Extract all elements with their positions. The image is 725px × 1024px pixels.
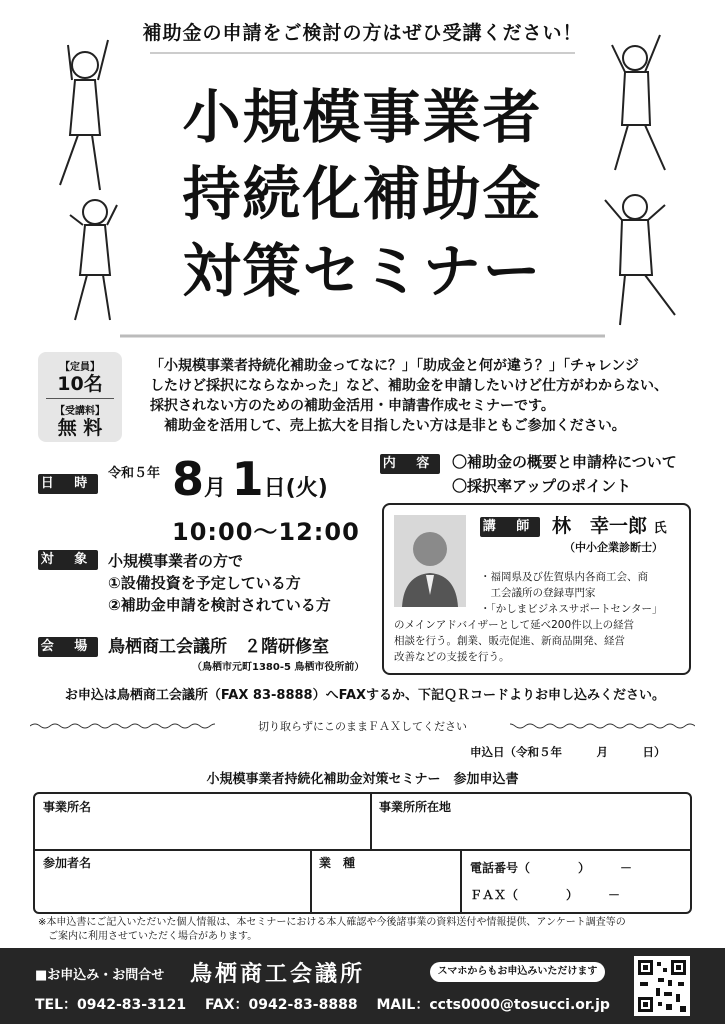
lecturer-name-row	[552, 511, 667, 538]
lecturer-name: 林 幸一郎	[552, 515, 648, 537]
target-line: ①設備投資を予定している方	[108, 574, 301, 592]
fax: FAX：0942-83-8888	[204, 997, 358, 1013]
tel: TEL：0942-83-3121	[35, 997, 187, 1013]
lecturer-photo	[394, 515, 466, 607]
fee-label: 【受講料】	[55, 406, 105, 417]
intro-line: したけど採択にならなかった」など、補助金を申請したいけど仕方がわからない、	[150, 378, 668, 394]
privacy-note	[38, 916, 698, 944]
application-form	[33, 792, 692, 914]
apply-notice: お申込は鳥栖商工会議所（FAX 83-8888）へFAXするか、下記ＱＲコードよりお申し込みください。	[64, 688, 666, 703]
bio-line: 改善などの支援を行う。	[394, 651, 510, 663]
privacy-line: ※本申込書にご記入いただいた個人情報は、本セミナーにおける本人確認や今後諸事業の資料送付や情報提供、アンケート調査等の	[38, 917, 626, 928]
industry-field[interactable]: 業 種	[319, 856, 356, 870]
lecturer-box	[382, 503, 691, 675]
weekday: (火)	[285, 476, 328, 501]
mail[interactable]: MAIL：ccts0000@tosucci.or.jp	[376, 997, 610, 1013]
content-list	[452, 450, 677, 498]
lecturer-label: 講 師	[480, 517, 540, 537]
bio-line: 相談を行う。創業、販売促進、新商品開発、経営	[394, 635, 625, 647]
privacy-line: ご案内に利用させていただく場合があります。	[48, 931, 258, 942]
intro-line: 採択されない方のための補助金活用・申請書作成セミナーです。	[150, 398, 555, 414]
target-line: 小規模事業者の方で	[108, 552, 244, 570]
tagline: 補助金の申請をご検討の方はぜひ受講ください！	[142, 22, 583, 44]
title-line-3: 対策セミナー	[182, 237, 543, 305]
qr-code[interactable]	[634, 956, 690, 1016]
bio-line: 工会議所の登録専門家	[480, 587, 596, 599]
target-line: ②補助金申請を検討されている方	[108, 596, 331, 614]
content-label: 内 容	[380, 454, 440, 474]
header-separator	[120, 333, 605, 339]
application-date: 申込日（令和５年 月 日）	[470, 745, 666, 759]
bio-line: のメインアドバイザーとして延べ200件以上の経営	[394, 619, 635, 631]
participant-name-field[interactable]: 参加者名	[43, 856, 92, 870]
intro-line: 「小規模事業者持続化補助金ってなに？」「助成金と何が違う？」「チャレンジ	[150, 358, 639, 374]
day-unit: 日	[263, 476, 286, 501]
intro-text	[150, 356, 695, 436]
venue-name: 鳥栖商工会議所 ２階研修室	[108, 637, 329, 657]
title-line-1: 小規模事業者	[182, 83, 543, 151]
title-line-2: 持続化補助金	[182, 160, 543, 228]
org-name: 鳥栖商工会議所	[190, 962, 366, 987]
schedule-label: 日 時	[38, 474, 98, 494]
fax-field[interactable]: ＦＡＸ（ ） －	[470, 888, 621, 902]
venue-label: 会 場	[38, 637, 98, 657]
lecturer-bio-bottom	[394, 617, 684, 665]
tagline-underline	[150, 50, 575, 56]
schedule-time: 10:00〜12:00	[172, 518, 360, 546]
day: 1	[231, 452, 264, 506]
form-title: 小規模事業者持続化補助金対策セミナー 参加申込書	[206, 772, 519, 787]
capacity-fee-badge	[38, 352, 122, 442]
business-address-field[interactable]: 事業所所在地	[379, 800, 452, 814]
month: 8	[172, 452, 205, 506]
footer	[0, 948, 725, 1024]
business-name-field[interactable]: 事業所名	[43, 800, 92, 814]
month-unit: 月	[204, 476, 227, 501]
cut-line-text: 切り取らずにこのままＦＡＸしてください	[215, 718, 510, 734]
capacity-label: 【定員】	[60, 362, 100, 373]
smartphone-note: スマホからもお申込みいただけます	[430, 962, 605, 982]
target-label: 対 象	[38, 550, 98, 570]
era: 令和５年	[108, 466, 161, 481]
bio-line: ・福岡県及び佐賀県内各商工会、商	[480, 571, 648, 583]
capacity-value: 10名	[57, 373, 103, 395]
lecturer-honorific: 氏	[653, 521, 667, 536]
contact-label: ■お申込み・お問合せ	[35, 968, 165, 983]
fee-value: 無 料	[57, 417, 103, 439]
contact-row	[35, 994, 610, 1014]
bio-line: ・「かしまビジネスサポートセンター」	[480, 603, 663, 615]
content-item: 〇採択率アップのポイント	[452, 477, 631, 495]
lecturer-bio-top	[480, 569, 680, 617]
schedule-date	[172, 452, 328, 506]
intro-line: 補助金を活用して、売上拡大を目指したい方は是非ともご参加ください。	[150, 418, 626, 434]
content-item: 〇補助金の概要と申請枠について	[452, 453, 677, 471]
phone-field[interactable]: 電話番号（ ） －	[470, 861, 633, 875]
venue-address: （鳥栖市元町1380-5 鳥栖市役所前）	[192, 662, 365, 673]
target-text	[108, 550, 331, 616]
lecturer-title: （中小企業診断士）	[564, 541, 663, 554]
